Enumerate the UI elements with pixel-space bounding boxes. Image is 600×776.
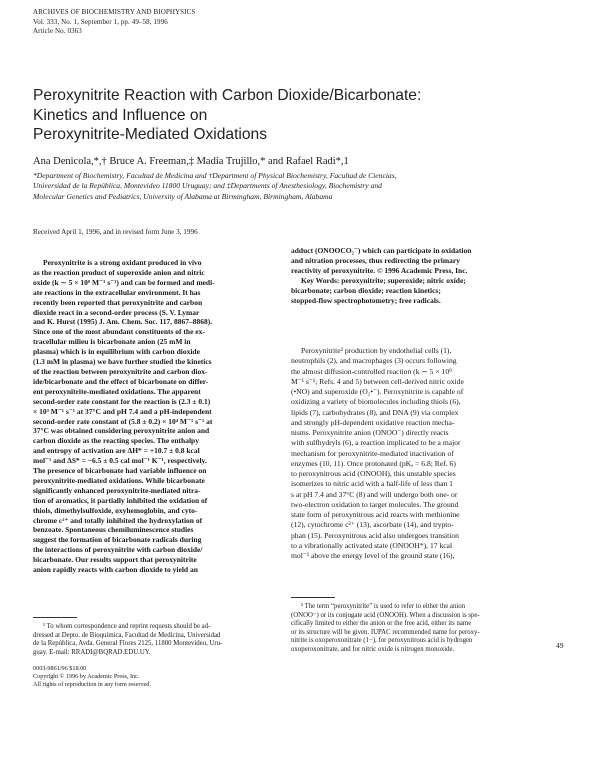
keywords-line: stopped-flow spectrophotometry; free radicals. <box>291 295 441 305</box>
abstract-line: tion of aromatics, it partially inhibited the oxidation of <box>33 495 208 505</box>
abstract-line: peroxynitrite-mediated oxidations. While bicarbonate <box>33 475 205 485</box>
body-line: enzymes (10, 11). Once protonated (pKₐ = 6.8; Ref. 6) <box>291 458 456 468</box>
abstract-line: of the reaction between peroxynitrite and carbon diox- <box>33 366 208 376</box>
affiliations <box>33 171 573 202</box>
body-line: M⁻¹ s⁻¹; Refs. 4 and 5) between cell-derived nitric oxide <box>291 376 464 386</box>
body-line: (•NO) and superoxide (O₂•⁻). Peroxynitrite is capable of <box>291 387 464 396</box>
abstract-line: thiols, dimethylsulfoxide, oxyhemoglobin, and cyto- <box>33 505 198 515</box>
copyright-line: 0003-9861/96 $18.00 <box>33 665 87 672</box>
body-line: to peroxynitrous acid (ONOOH), this unstable species <box>291 469 456 478</box>
body-line: with sulfhydryls (6), a reaction implicated to be a major <box>291 438 461 448</box>
abstract-line: recently been reported that peroxynitrite and carbon <box>33 297 203 307</box>
footnote-line: cifically limited to either the anion or the free acid, either its name <box>291 620 472 628</box>
footnote-line: ¹ To whom correspondence and reprint requests should be ad- <box>43 623 211 630</box>
body-line: to a vibrationally activated state (ONOOH*), 17 kcal <box>291 540 453 550</box>
abstract-line: plasma) which is in equilibrium with carbon dioxide <box>33 347 200 357</box>
copyright-line: All rights of reproduction in any form reserved. <box>33 680 151 688</box>
abstract-line: ate reactions in the extracellular environment. It has <box>33 287 201 297</box>
abstract-line: adduct (ONOOCO₂⁻) which can participate in oxidation <box>291 246 472 255</box>
keywords-line: Key Words: peroxynitrite; superoxide; nitric oxide; <box>301 275 466 285</box>
footnote-divider <box>33 617 77 618</box>
abstract-line: the interactions of peroxynitrite with carbon dioxide/ <box>33 545 203 555</box>
abstract-line: oxide (k ∼ 5 × 10⁹ M⁻¹ s⁻¹) and can be formed and medi- <box>33 277 215 287</box>
footnote-line: oxoperoxonitrate, and for nitric oxide is nitrogen monoxide. <box>291 645 455 653</box>
footnote-line: nitrite is oxoperoxonitrate (1−), for peroxynitrous acid is hydrogen <box>291 637 473 645</box>
affiliation-line: Universidad de la República, Montevideo 11800 Uruguay; and ‡Departments of Anesthesiology, Biochemistry and <box>33 181 382 191</box>
body-line: mol⁻¹ above the energy level of the ground state (16), <box>291 551 455 560</box>
body-line: isomerizes to nitric acid with a half-life of less than 1 <box>291 479 453 489</box>
body-line: Peroxynitrite² production by endothelial cells (1), <box>301 346 452 355</box>
abstract-line: second-order rate constant of (5.8 ± 0.2) × 10⁴ M⁻¹ s⁻¹ at <box>33 416 213 426</box>
abstract-line: second-order rate constant for the reaction is (2.3 ± 0.1) <box>33 396 211 406</box>
paper-title <box>33 86 573 145</box>
body-line: (12), cytochrome c²⁺ (13), ascorbate (14), and trypto- <box>291 520 454 530</box>
abstract-line: bicarbonate. Our results support that peroxynitrite <box>33 555 197 565</box>
title-line: Kinetics and Influence on <box>33 106 208 124</box>
received-date: Received April 1, 1996, and in revised form June 3, 1996 <box>33 228 198 236</box>
abstract-line: × 10³ M⁻¹ s⁻¹ at 37°C and pH 7.4 and a pH-independent <box>33 406 212 416</box>
affiliation-line: *Department of Biochemistry, Facultad de Medicina and †Department of Physical Biochemistry, Facultad de Ciencias, <box>33 171 397 180</box>
affiliation-line: Molecular Genetics and Pediatrics, University of Alabama at Birmingham, Birmingham, Alabama <box>33 191 333 201</box>
footnote-line: (ONOO⁻) or its conjugate acid (ONOOH). When a discussion is spe- <box>291 611 480 619</box>
body-line: oxidizing a variety of biomolecules including thiols (6), <box>291 397 461 407</box>
body-line: nisms. Peroxynitrite anion (ONOO⁻) directly reacts <box>291 428 449 437</box>
footnote-line: guay. E-mail: RRADI@BQRAD.EDU.UY. <box>33 648 151 656</box>
body-line: two-electron oxidation to target molecules. The ground <box>291 499 459 509</box>
body-line: the almost diffusion-controlled reaction (k ∼ 5 × 10⁹ <box>291 366 452 376</box>
footnote-line: ² The term “peroxynitrite” is used to refer to either the anion <box>301 603 466 610</box>
abstract-line: benzoate. Spontaneous chemiluminescence studies <box>33 525 194 535</box>
abstract-line: and entropy of activation are ΔH* = +10.7 ± 0.8 kcal <box>33 446 200 456</box>
body-line: state form of peroxynitrous acid reacts with methionine <box>291 510 460 519</box>
abstract-line: carbon dioxide as the reacting species. The enthalpy <box>33 436 199 446</box>
abstract-line: chrome c²⁺ and totally inhibited the hydroxylation of <box>33 515 203 525</box>
abstract-line: and K. Hurst (1995) J. Am. Chem. Soc. 117, 8867–8868). <box>33 317 213 327</box>
abstract-line: Since one of the most abundant constituents of the ex- <box>33 327 205 337</box>
abstract-line: ent peroxynitrite-mediated oxidations. The apparent <box>33 386 201 396</box>
journal-header <box>33 8 195 37</box>
body-line: neutrophils (2), and macrophages (3) occurs following <box>291 356 457 366</box>
title-line: Peroxynitrite Reaction with Carbon Dioxide/Bicarbonate: <box>33 87 422 104</box>
footnote-line: dressed at Depto. de Bioquímica, Facultad de Medicina, Universidad <box>33 631 221 639</box>
abstract-line: significantly enhanced peroxynitrite-mediated nitra- <box>33 485 201 495</box>
abstract-line: (1.3 mM in plasma) we have further studied the kinetics <box>33 357 212 367</box>
footnote-line: de la República, Avda. General Flores 2125, 11800 Montevideo, Uru- <box>33 640 223 648</box>
abstract-line: and nitration processes, thus redirecting the primary <box>291 255 460 265</box>
footnote-divider <box>291 597 335 598</box>
page-number: 49 <box>556 641 564 650</box>
abstract-line: anion rapidly reacts with carbon dioxide to yield an <box>33 565 198 575</box>
abstract-line: ide/bicarbonate and the effect of bicarbonate on differ- <box>33 376 209 386</box>
body-line: and strongly pH-dependent oxidative reaction mecha- <box>291 417 455 427</box>
abstract <box>33 258 281 575</box>
footnote-line: or its structure will be given. IUPAC recommended name for peroxy- <box>291 628 480 636</box>
footnote-correspondence <box>33 623 281 657</box>
body-line: mechanism for peroxynitrite-mediated inactivation of <box>291 448 454 458</box>
abstract-continuation <box>291 246 571 305</box>
copyright-line: Copyright © 1996 by Academic Press, Inc. <box>33 672 140 680</box>
abstract-line: Peroxynitrite is a strong oxidant produced in vivo <box>43 258 202 267</box>
footnote-terminology <box>291 603 571 655</box>
body-line: lipids (7), carbohydrates (8), and DNA (9) via complex <box>291 407 459 417</box>
journal-name: ARCHIVES OF BIOCHEMISTRY AND BIOPHYSICS <box>33 8 196 16</box>
abstract-line: The presence of bicarbonate had variable influence on <box>33 466 207 476</box>
article-number: Article No. 0363 <box>33 27 82 35</box>
author-list: Ana Denicola,*,† Bruce A. Freeman,‡ Madia Trujillo,* and Rafael Radi*,1 <box>33 156 349 167</box>
journal-volume: Vol. 333, No. 1, September 1, pp. 49–58, 1996 <box>33 17 168 26</box>
abstract-line: suggest the formation of bicarbonate radicals during <box>33 535 202 545</box>
abstract-line: reactivity of peroxynitrite. © 1996 Academic Press, Inc. <box>291 265 468 275</box>
body-line: phan (15). Peroxynitrous acid also undergoes transition <box>291 530 459 540</box>
abstract-line: 37°C was obtained considering peroxynitrite anion and <box>33 426 210 436</box>
abstract-line: as the reaction product of superoxide anion and nitric <box>33 267 205 277</box>
keywords-line: bicarbonate; carbon dioxide; reaction kinetics; <box>291 285 441 295</box>
abstract-line: mol⁻¹ and ΔS* = −6.5 ± 0.5 cal mol⁻¹ K⁻¹, respectively. <box>33 456 207 466</box>
title-line: Peroxynitrite-Mediated Oxidations <box>33 126 268 143</box>
body-text <box>291 346 571 561</box>
abstract-line: dioxide react in a second-order process (S. V. Lymar <box>33 307 200 317</box>
abstract-line: tracellular milieu is bicarbonate anion (25 mM in <box>33 337 191 347</box>
copyright-block <box>33 665 151 688</box>
body-line: s at pH 7.4 and 37°C (8) and will undergo both one- or <box>291 489 458 499</box>
